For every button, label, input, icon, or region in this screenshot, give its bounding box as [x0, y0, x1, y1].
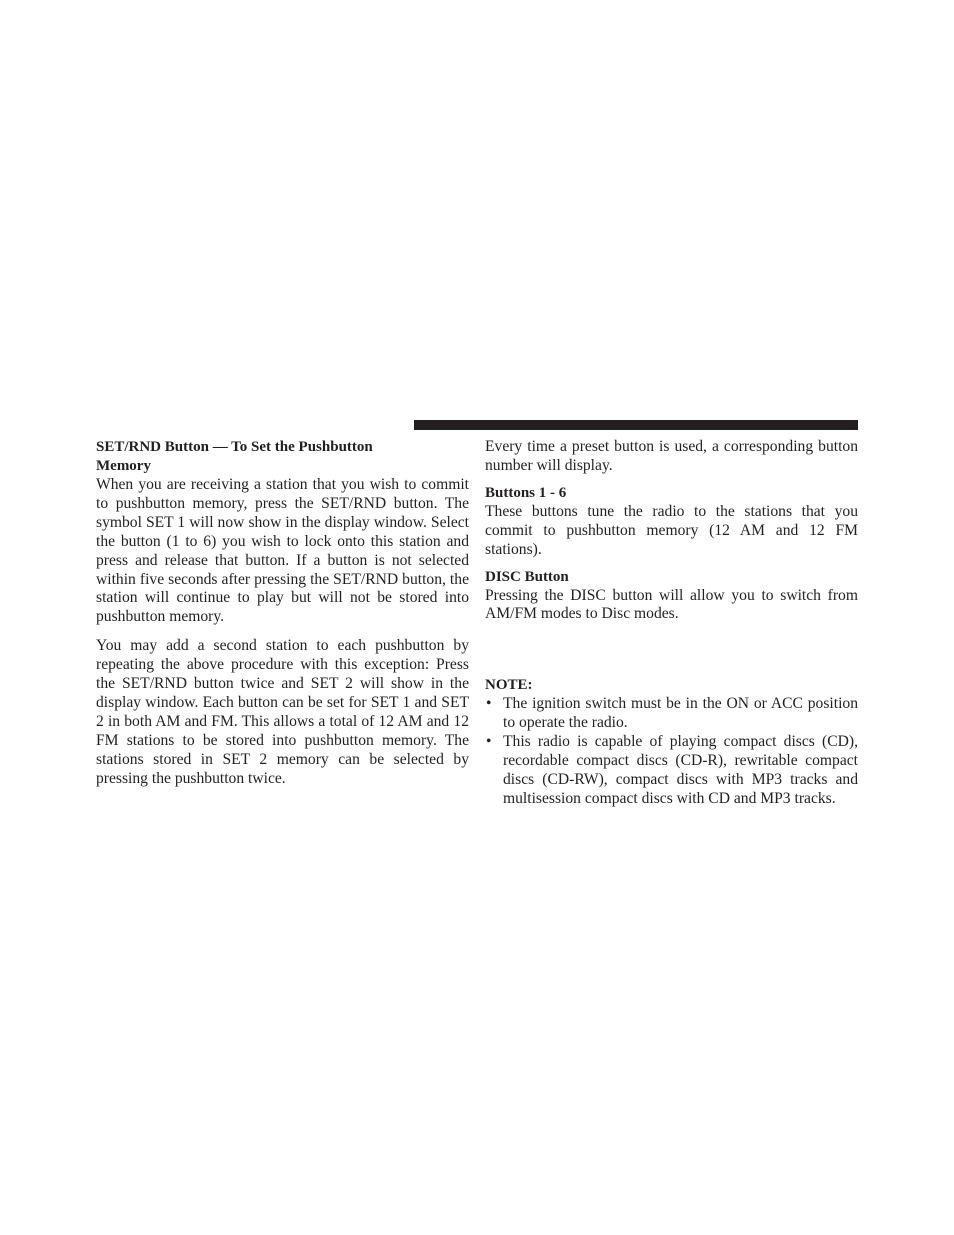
- note-list: [485, 695, 858, 808]
- disc-button-paragraph: Pressing the DISC button will allow you to switch from AM/FM modes to Disc modes.: [485, 586, 858, 623]
- note-heading: NOTE:: [485, 677, 533, 694]
- section-header-bar: [414, 420, 858, 430]
- set-rnd-paragraph-1: When you are receiving a station that you wish to commit to pushbutton memory, press the SET/RND button. The symbol SET 1 will now show in the display window. Select the button (1 to 6) you wish to lock onto this station and press and release that button. If a button is not selected within five seconds after pressing the SET/RND button, the station will continue to play but will not be stored into pushbutton memory.: [96, 476, 469, 626]
- bullet-icon: •: [486, 695, 492, 713]
- bullet-icon: •: [486, 733, 492, 751]
- note-item-text: This radio is capable of playing compact discs (CD), recordable compact discs (CD-R), rewritable compact discs (CD-RW), compact discs with MP3 tracks and multisession compact discs with CD and MP3 tracks.: [503, 733, 858, 807]
- left-column: [96, 438, 469, 789]
- preset-intro-paragraph: Every time a preset button is used, a corresponding button number will display.: [485, 438, 858, 474]
- buttons-paragraph: These buttons tune the radio to the stations that you commit to pushbutton memory (12 AM and 12 FM stations).: [485, 502, 858, 558]
- set-rnd-heading: SET/RND Button — To Set the Pushbutton Memory: [96, 439, 373, 474]
- note-item: [485, 695, 858, 733]
- note-item: [485, 733, 858, 809]
- set-rnd-paragraph-2: You may add a second station to each pushbutton by repeating the above procedure with this exception: Press the SET/RND button twice and SET 2 will show in the display window. Each button can be set for SET 1 and SET 2 in both AM and FM. This allows a total of 12 AM and 12 FM stations to be stored into pushbutton memory. The stations stored in SET 2 memory can be selected by pressing the pushbutton twice.: [96, 637, 469, 787]
- note-item-text: The ignition switch must be in the ON or ACC position to operate the radio.: [503, 695, 858, 732]
- disc-button-heading: DISC Button: [485, 568, 569, 585]
- buttons-heading: Buttons 1 - 6: [485, 484, 567, 501]
- right-column: [485, 438, 858, 809]
